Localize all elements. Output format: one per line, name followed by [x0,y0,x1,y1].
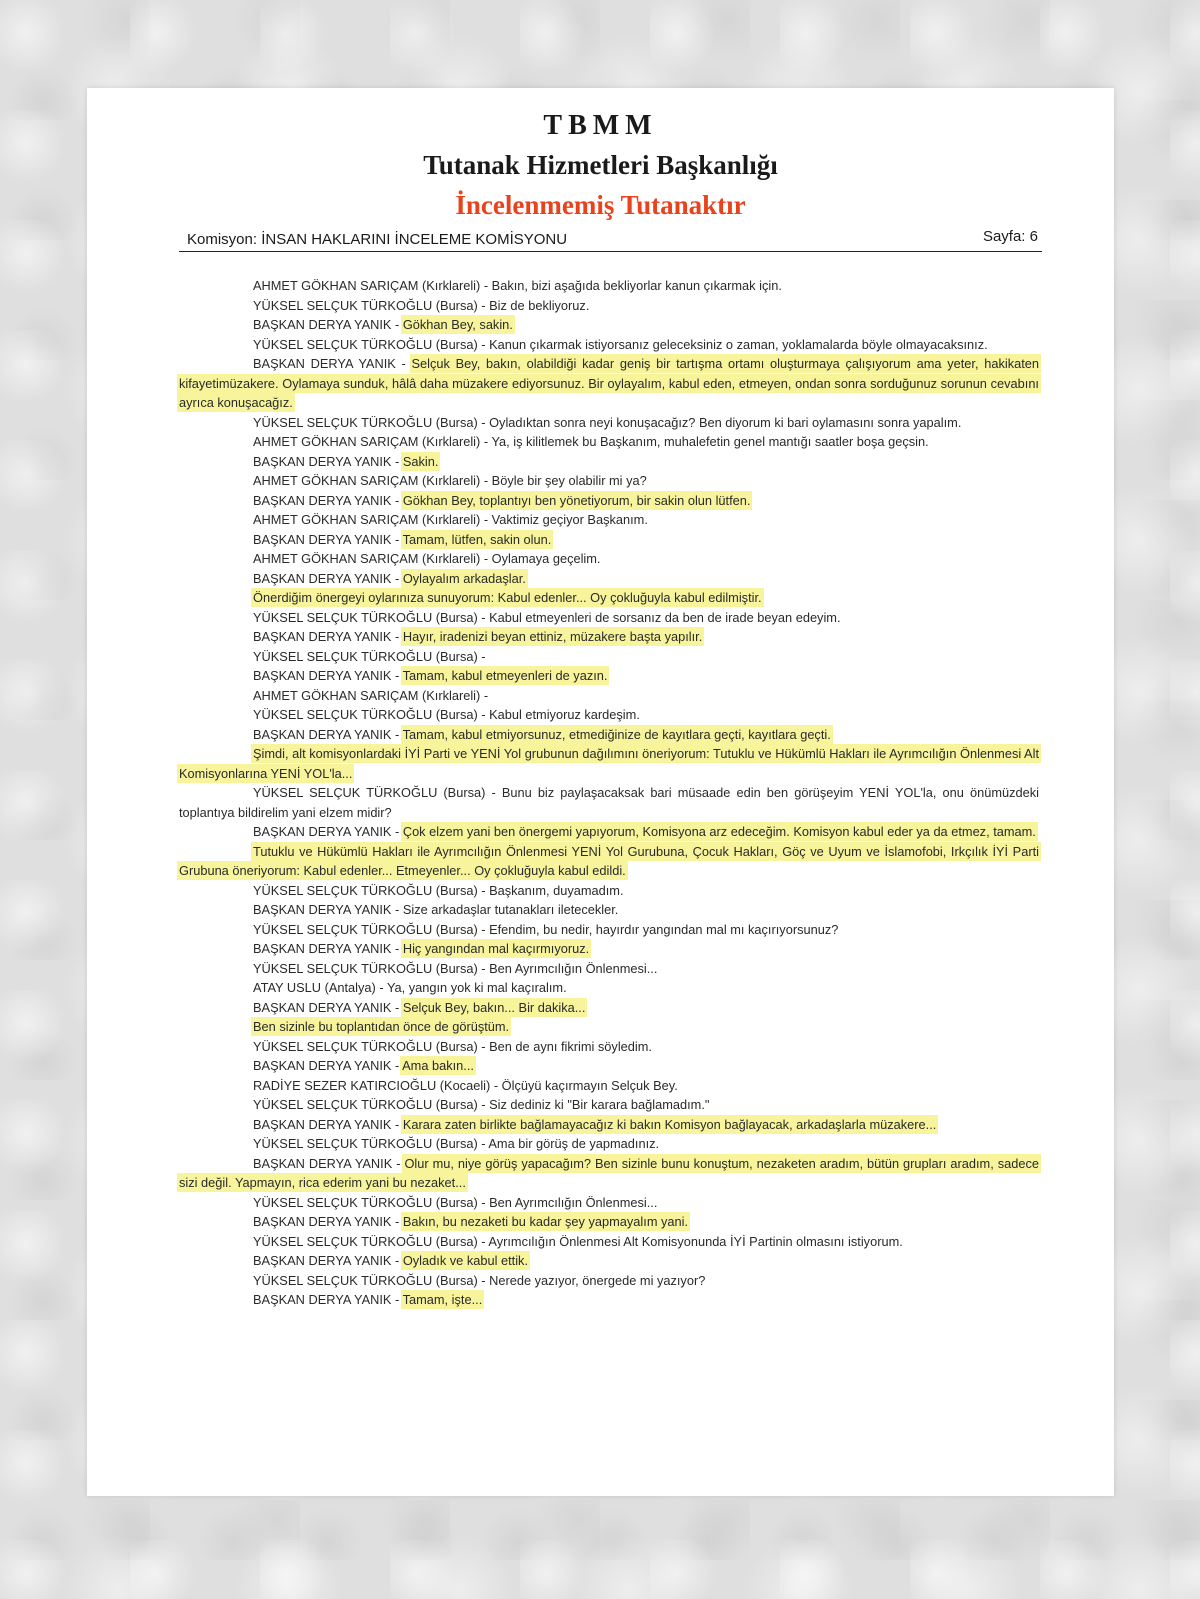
transcript-paragraph [179,1017,1039,1037]
transcript-paragraph [179,432,1039,452]
speaker-label: YÜKSEL SELÇUK TÜRKOĞLU (Bursa) - [253,414,490,430]
speaker-label: AHMET GÖKHAN SARIÇAM (Kırklareli) - [253,512,492,527]
highlighted-speech-text: Oylayalım arkadaşlar. [402,570,526,586]
transcript-paragraph [179,335,1039,355]
transcript-paragraph [179,588,1039,608]
transcript-paragraph [179,1232,1039,1252]
speech-text: Başkanım, duyamadım. [489,882,624,898]
transcript-paragraph [179,1193,1039,1213]
highlighted-speech-text: Selçuk Bey, bakın... Bir dakika... [402,999,586,1015]
speech-text: Biz de bekliyoruz. [489,297,590,313]
speech-text: Ben de aynı fikrimi söyledim. [489,1038,652,1054]
speaker-label: BAŞKAN DERYA YANIK - [253,317,403,332]
highlighted-speech-text: Hiç yangından mal kaçırmıyoruz. [402,941,590,956]
transcript-paragraph [179,1271,1039,1291]
speaker-label: YÜKSEL SELÇUK TÜRKOĞLU (Bursa) - [253,1194,490,1210]
transcript-paragraph [179,822,1039,842]
transcript-paragraph [179,900,1039,920]
speech-text: Ben Ayrımcılığın Önlenmesi... [489,960,658,976]
speaker-label: BAŞKAN DERYA YANIK - [253,1253,403,1268]
transcript-paragraph [179,452,1039,472]
speaker-label: BAŞKAN DERYA YANIK - [253,668,403,683]
transcript-paragraph [179,471,1039,491]
transcript-paragraph [179,998,1039,1018]
transcript-paragraph [179,1076,1039,1096]
transcript-paragraph [179,315,1039,335]
highlighted-speech-text: Tamam, kabul etmiyorsunuz, etmediğinize de kayıtlara geçti, kayıtlara geçti. [402,726,831,742]
highlighted-speech-text: Olur mu, niye görüş yapacağım? Ben sizinle bunu konuştum, nezaketen aradım, bütün grupları aradım, sadece sizi değil. Yapmayın, rica ederim yani bu nezaket... [179,1155,1039,1190]
transcript-paragraph [179,1115,1039,1135]
highlighted-speech-text: Selçuk Bey, bakın, olabildiği kadar geniş bir tartışma ortamı oluşturmaya çalışıyorum ama yeter, hakikaten kifayetimüzakere. Oylamaya sunduk, hâlâ daha müzakere ediyorsunuz. Bir oylayalım, kabul eden, etmeyen, ondan sonra sorduğunuz sorunun cevabını ayrıca konuşacağız. [179,356,1040,410]
transcript-paragraph [179,705,1039,725]
speaker-label: BAŞKAN DERYA YANIK - [253,1214,403,1229]
speaker-label: RADİYE SEZER KATIRCIOĞLU (Kocaeli) - [253,1077,502,1093]
speaker-label: BAŞKAN DERYA YANIK - [253,453,403,469]
speech-text: Ölçüyü kaçırmayın Selçuk Bey. [501,1077,678,1093]
speech-text: Kabul etmeyenleri de sorsanız da ben de irade beyan edeyim. [489,609,841,625]
speaker-label: YÜKSEL SELÇUK TÜRKOĞLU (Bursa) - [253,1038,490,1054]
speaker-label: AHMET GÖKHAN SARIÇAM (Kırklareli) - [253,473,492,488]
transcript-paragraph [179,530,1039,550]
transcript-paragraph [179,510,1039,530]
highlighted-speech-text: Karara zaten birlikte bağlamayacağız ki bakın Komisyon bağlayacak, arkadaşlarla müzakere... [402,1116,937,1132]
highlighted-speech-text: Çok elzem yani ben önergemi yapıyorum, Komisyona arz edeceğim. Komisyon kabul eder ya da etmez, tamam. [402,824,1036,839]
speaker-label: YÜKSEL SELÇUK TÜRKOĞLU (Bursa) - [253,1136,489,1151]
speaker-label: BAŞKAN DERYA YANIK - [253,726,403,742]
highlighted-speech-text: Hayır, iradenizi beyan ettiniz, müzakere başta yapılır. [402,629,703,644]
transcript-paragraph [179,276,1039,296]
speaker-label: YÜKSEL SELÇUK TÜRKOĞLU (Bursa) - [253,882,490,898]
transcript-paragraph [179,939,1039,959]
transcript-paragraph [179,627,1039,647]
transcript-paragraph [179,296,1039,316]
transcript-paragraph [179,549,1039,569]
transcript-paragraph [179,569,1039,589]
speaker-label: BAŞKAN DERYA YANIK - [253,492,403,508]
speech-text: Size arkadaşlar tutanakları iletecekler. [402,902,619,917]
transcript-paragraph [179,1056,1039,1076]
speaker-label: YÜKSEL SELÇUK TÜRKOĞLU (Bursa) - [253,1097,490,1112]
speaker-label: BAŞKAN DERYA YANIK - [253,1292,403,1307]
transcript-paragraph [179,413,1039,433]
speaker-label: BAŞKAN DERYA YANIK - [253,1058,403,1073]
header-status-title: İncelenmemiş Tutanaktır [455,190,746,220]
speech-text: Oylamaya geçelim. [491,551,601,566]
transcript-page [87,88,1114,1496]
speaker-label: BAŞKAN DERYA YANIK - [253,356,412,371]
speech-text: Ayrımcılığın Önlenmesi Alt Komisyonunda İYİ Partinin olmasını istiyorum. [488,1233,903,1249]
speaker-label: ATAY USLU (Antalya) - [253,980,387,995]
highlighted-speech-text: Önerdiğim önergeyi oylarınıza sunuyorum: Kabul edenler... Oy çokluğuyla kabul edilmiştir. [253,590,762,605]
speaker-label: YÜKSEL SELÇUK TÜRKOĞLU (Bursa) - [253,960,490,976]
transcript-paragraph [179,1095,1039,1115]
speaker-label: YÜKSEL SELÇUK TÜRKOĞLU (Bursa) - [253,297,490,313]
speech-text: Efendim, bu nedir, hayırdır yangından mal mı kaçırıyorsunuz? [489,921,839,937]
transcript-paragraph [179,686,1039,706]
transcript-paragraph [179,959,1039,979]
transcript-paragraph [179,744,1039,783]
speech-text: Bunu biz paylaşacaksak bari müsaade edin ben görüşeyim YENİ YOL'la, onu önümüzdeki toplantıya bildirelim yani elzem midir? [179,785,1040,820]
speaker-label: YÜKSEL SELÇUK TÜRKOĞLU (Bursa) - [253,336,490,352]
speech-text: Böyle bir şey olabilir mi ya? [491,473,647,488]
speaker-label: BAŞKAN DERYA YANIK - [253,902,403,917]
transcript-paragraph [179,1290,1039,1310]
highlighted-speech-text: Ben sizinle bu toplantıdan önce de görüştüm. [253,1019,510,1034]
transcript-paragraph [179,1212,1039,1232]
speaker-label: AHMET GÖKHAN SARIÇAM (Kırklareli) - [253,551,492,566]
highlighted-speech-text: Tamam, kabul etmeyenleri de yazın. [402,668,608,683]
highlighted-speech-text: Tamam, işte... [402,1292,483,1307]
speech-text: Ya, yangın yok ki mal kaçıralım. [386,980,567,995]
highlighted-speech-text: Gökhan Bey, sakin. [402,317,513,332]
highlighted-speech-text: Tutuklu ve Hükümlü Hakları ile Ayrımcılığın Önlenmesi YENİ Yol Gurubuna, Çocuk Hakları, Göç ve Uyum ve İslamofobi, Irkçılık İYİ Parti Grubuna öneriyorum: Kabul edenler... Etmeyenler... Oy çokluğuyla kabul edildi. [179,843,1039,878]
speaker-label: BAŞKAN DERYA YANIK - [253,531,403,547]
speech-text: Ama bir görüş de yapmadınız. [488,1136,660,1151]
speaker-label: YÜKSEL SELÇUK TÜRKOĞLU (Bursa) - [253,609,490,625]
speaker-label: BAŞKAN DERYA YANIK - [253,999,403,1015]
highlighted-speech-text: Tamam, lütfen, sakin olun. [402,531,552,547]
transcript-paragraph [179,783,1039,822]
transcript-paragraph [179,1134,1039,1154]
speaker-label: AHMET GÖKHAN SARIÇAM (Kırklareli) - [253,278,492,293]
transcript-body [179,276,1039,1310]
speaker-label: YÜKSEL SELÇUK TÜRKOĞLU (Bursa) - [253,1233,489,1249]
header-department-title: Tutanak Hizmetleri Başkanlığı [423,150,778,180]
header-org-title: TBMM [543,110,658,141]
transcript-paragraph [179,491,1039,511]
speech-text: Ya, iş kilitlemek bu Başkanım, muhalefetin genel mantığı saatler boşa geçsin. [491,434,929,449]
transcript-paragraph [179,842,1039,881]
speaker-label: AHMET GÖKHAN SARIÇAM (Kırklareli) - [253,434,492,449]
highlighted-speech-text: Sakin. [402,453,439,469]
speech-text: Vaktimiz geçiyor Başkanım. [491,512,648,527]
transcript-paragraph [179,666,1039,686]
transcript-paragraph [179,608,1039,628]
page-number: Sayfa: 6 [982,228,1038,245]
highlighted-speech-text: Şimdi, alt komisyonlardaki İYİ Parti ve YENİ Yol grubunun dağılımını öneriyorum: Tutuklu ve Hükümlü Hakları ile Ayrımcılığın Önlenmesi Alt Komisyonlarına YENİ YOL'la... [179,746,1039,781]
highlighted-speech-text: Ama bakın... [402,1058,474,1073]
speech-text: Oyladıktan sonra neyi konuşacağız? Ben diyorum ki bari oylamasını sonra yapalım. [489,414,962,430]
speaker-label: YÜKSEL SELÇUK TÜRKOĞLU (Bursa) - [253,1272,490,1288]
speaker-label: BAŞKAN DERYA YANIK - [253,1116,403,1132]
speaker-label: BAŞKAN DERYA YANIK - [253,570,403,586]
speech-text: Nerede yazıyor, önergede mi yazıyor? [489,1272,706,1288]
speech-text: Kanun çıkarmak istiyorsanız geleceksiniz o zaman, yoklamalarda böyle olmayacaksınız. [489,336,988,352]
transcript-paragraph [179,881,1039,901]
speaker-label: YÜKSEL SELÇUK TÜRKOĞLU (Bursa) - [253,648,486,664]
speech-text: Kabul etmiyoruz kardeşim. [489,707,640,722]
transcript-paragraph [179,647,1039,667]
speech-text: Bakın, bizi aşağıda bekliyorlar kanun çıkarmak için. [491,278,782,293]
speaker-label: BAŞKAN DERYA YANIK - [253,941,403,956]
transcript-paragraph [179,1154,1039,1193]
speaker-label: BAŞKAN DERYA YANIK - [253,1155,405,1171]
speaker-label: BAŞKAN DERYA YANIK - [253,824,403,839]
highlighted-speech-text: Oyladık ve kabul ettik. [402,1253,529,1268]
speech-text: Ben Ayrımcılığın Önlenmesi... [489,1194,658,1210]
header-divider [179,251,1042,252]
speaker-label: AHMET GÖKHAN SARIÇAM (Kırklareli) - [253,687,489,703]
speaker-label: YÜKSEL SELÇUK TÜRKOĞLU (Bursa) - [253,785,502,800]
speaker-label: YÜKSEL SELÇUK TÜRKOĞLU (Bursa) - [253,707,490,722]
transcript-paragraph [179,1037,1039,1057]
transcript-paragraph [179,920,1039,940]
transcript-paragraph [179,725,1039,745]
transcript-paragraph [179,1251,1039,1271]
transcript-paragraph [179,354,1039,413]
transcript-paragraph [179,978,1039,998]
commission-label: Komisyon: İNSAN HAKLARINI İNCELEME KOMİSYONU [187,231,568,248]
speaker-label: YÜKSEL SELÇUK TÜRKOĞLU (Bursa) - [253,921,490,937]
highlighted-speech-text: Gökhan Bey, toplantıyı ben yönetiyorum, bir sakin olun lütfen. [402,492,751,508]
highlighted-speech-text: Bakın, bu nezaketi bu kadar şey yapmayalım yani. [402,1214,689,1229]
speaker-label: BAŞKAN DERYA YANIK - [253,629,403,644]
speech-text: Siz dediniz ki "Bir karara bağlamadım." [489,1097,710,1112]
